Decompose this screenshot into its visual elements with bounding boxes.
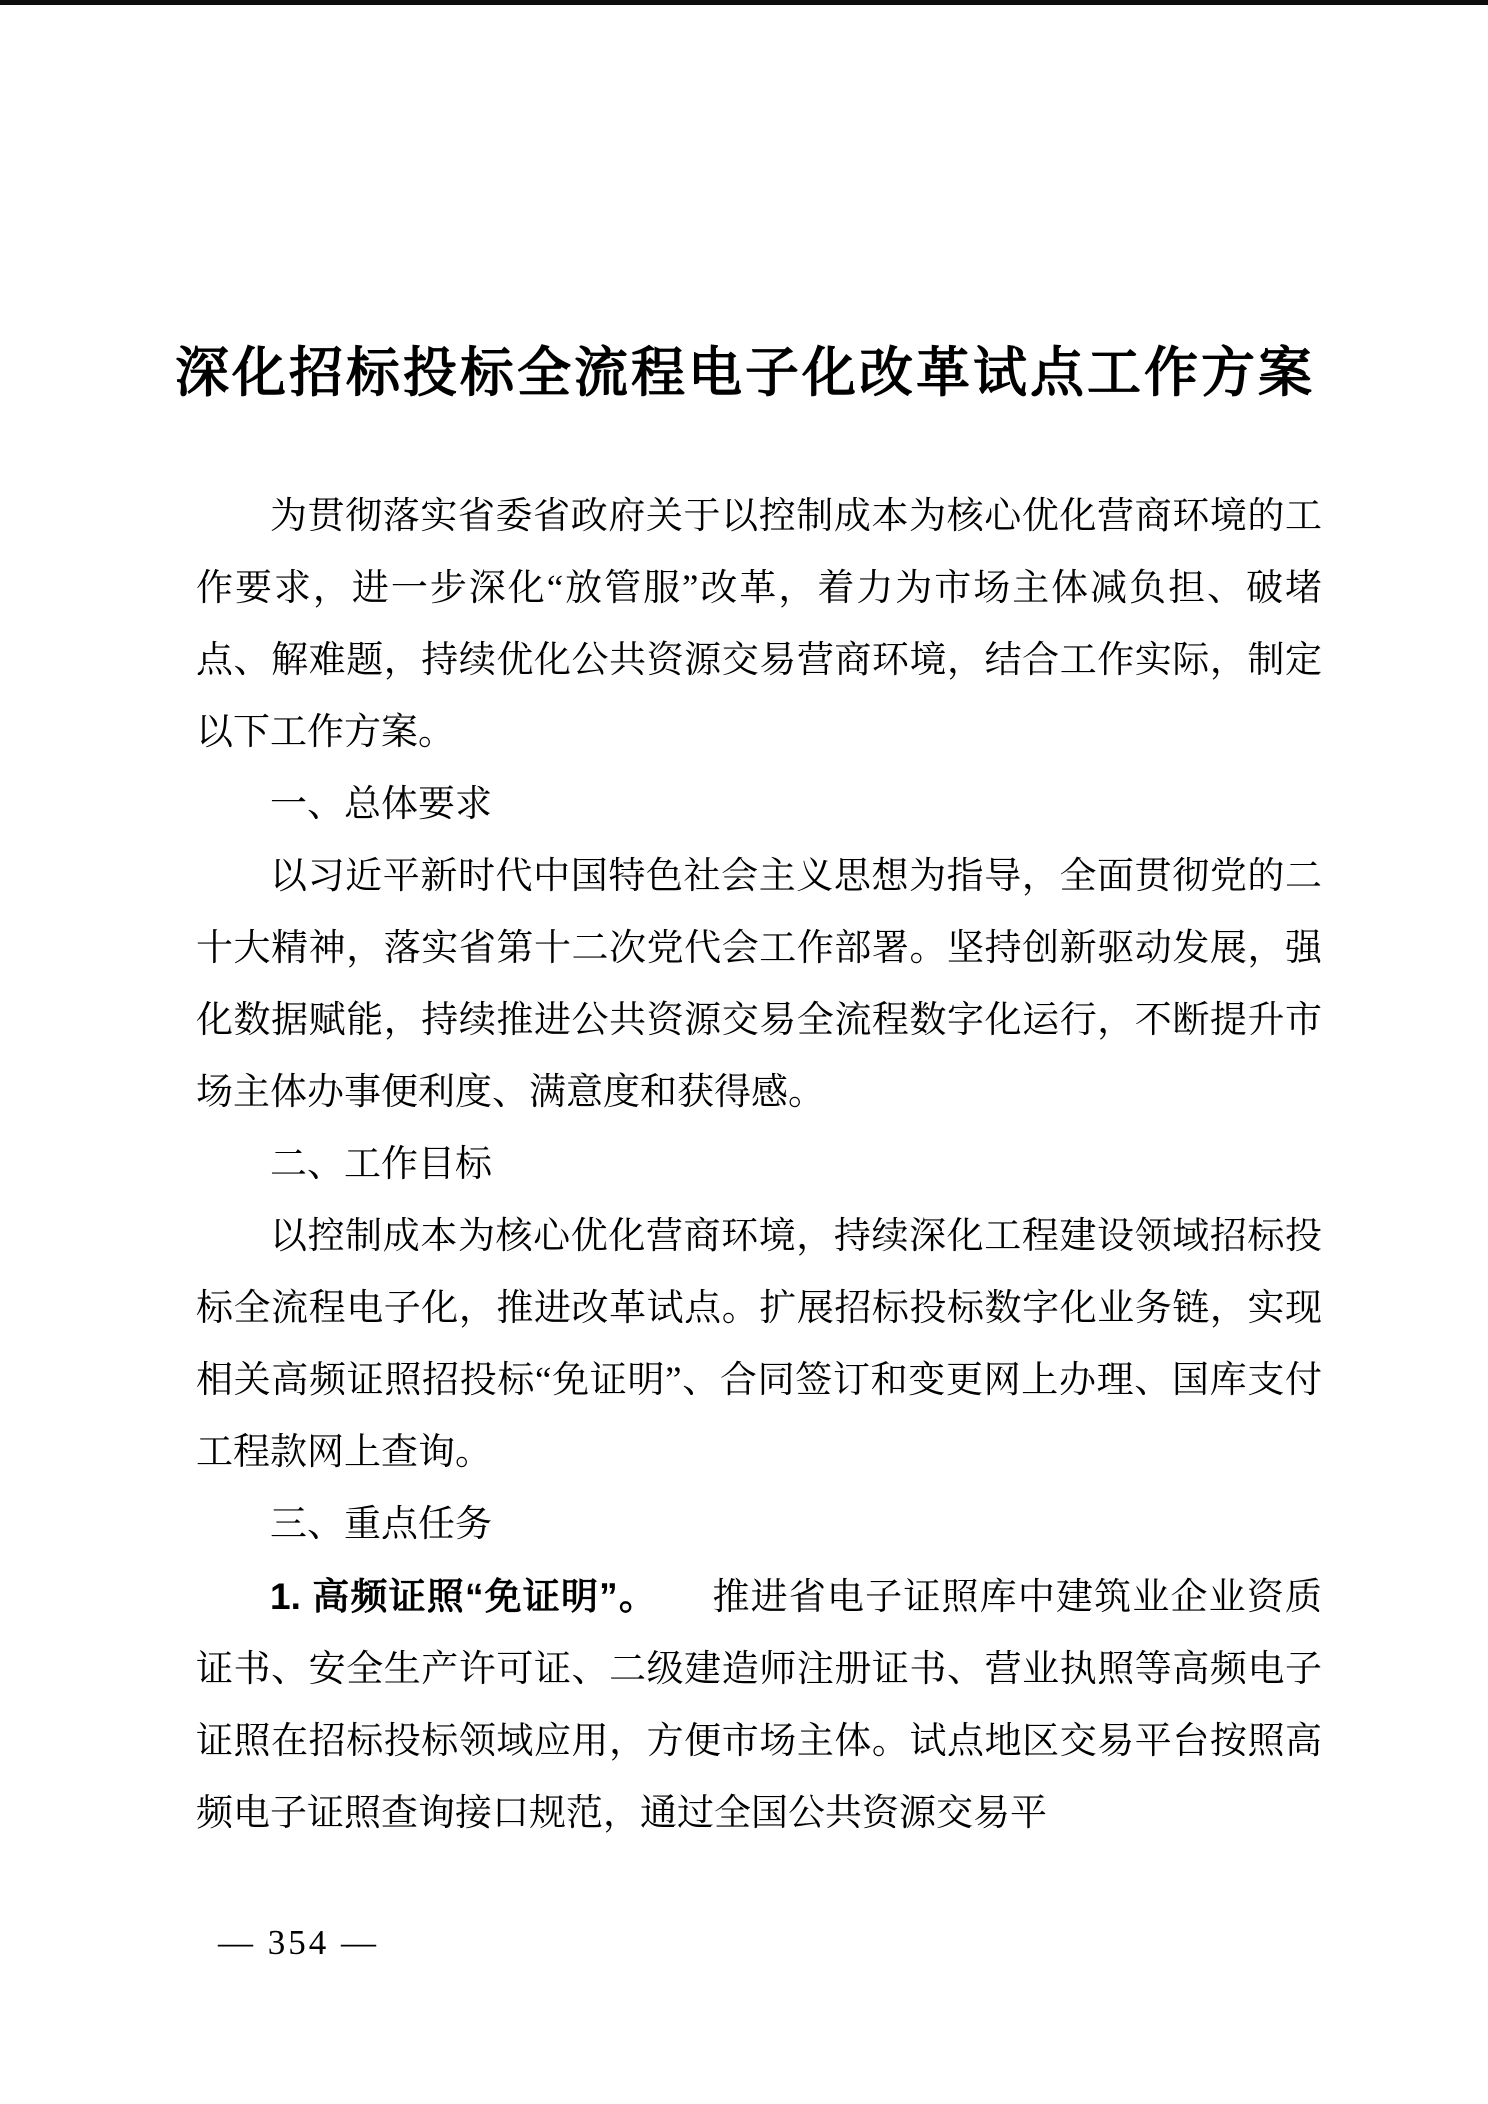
paragraph-intro: 为贯彻落实省委省政府关于以控制成本为核心优化营商环境的工作要求，进一步深化“放管服”改革，着力为市场主体减负担、破堵点、解难题，持续优化公共资源交易营商环境，结合工作实际，制定以下工作方案。: [196, 496, 1322, 753]
document-body: [196, 481, 1322, 1850]
paragraph-task-1: [196, 1561, 1322, 1850]
page-top-border: [0, 0, 1488, 5]
section-heading-work-goals: 二、工作目标: [270, 1144, 492, 1185]
section-heading-key-tasks: 三、重点任务: [270, 1504, 492, 1545]
section-heading-overall-requirements: 一、总体要求: [270, 784, 492, 825]
task-1-bold-lead: 1. 高频证照“免证明”。: [270, 1576, 657, 1617]
paragraph-overall-requirements: 以习近平新时代中国特色社会主义思想为指导，全面贯彻党的二十大精神，落实省第十二次党代会工作部署。坚持创新驱动发展，强化数据赋能，持续推进公共资源交易全流程数字化运行，不断提升市场主体办事便利度、满意度和获得感。: [196, 856, 1322, 1113]
page-title: 深化招标投标全流程电子化改革试点工作方案: [175, 343, 1315, 403]
task-1-body-text: 推进省电子证照库中建筑业企业资质证书、安全生产许可证、二级建造师注册证书、营业执照等高频电子证照在招标投标领域应用，方便市场主体。试点地区交易平台按照高频电子证照查询接口规范，通过全国公共资源交易平: [196, 1577, 1322, 1834]
paragraph-work-goals: 以控制成本为核心优化营商环境，持续深化工程建设领域招标投标全流程电子化，推进改革试点。扩展招标投标数字化业务链，实现相关高频证照招投标“免证明”、合同签订和变更网上办理、国库支付工程款网上查询。: [196, 1216, 1322, 1473]
page-number: — 354 —: [218, 1923, 379, 1962]
